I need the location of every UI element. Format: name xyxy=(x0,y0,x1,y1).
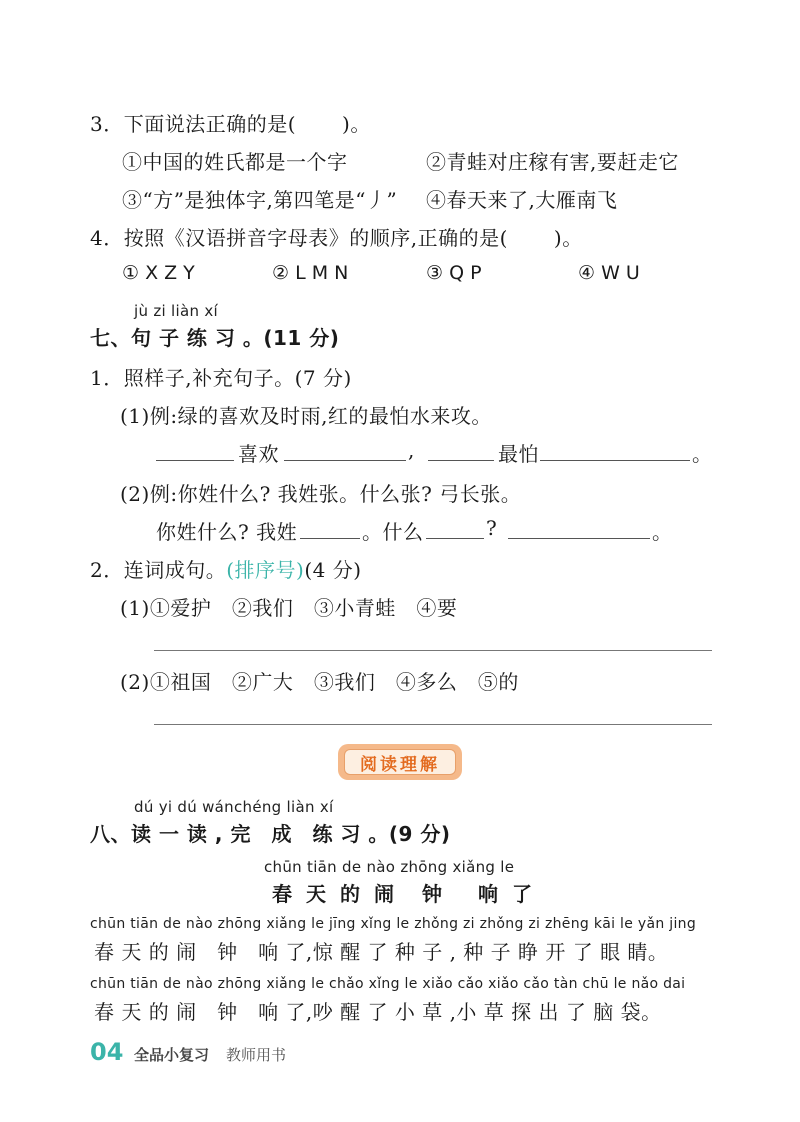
sec7-q2-score: (4 分) xyxy=(304,558,362,582)
sec7-title: 七、句 子 练 习 。(11 分) xyxy=(90,326,340,350)
fill2-text-c: ? xyxy=(486,516,498,540)
sec7-pinyin: jù zi liàn xí xyxy=(134,302,218,320)
poem-title-char: 响 xyxy=(478,882,499,906)
fill2-text-d: 。 xyxy=(652,520,673,544)
sec7-q2-hint: (排序号) xyxy=(226,558,305,582)
fill2-blank-a[interactable] xyxy=(300,538,360,539)
poem-title-char: 的 xyxy=(340,882,361,906)
fill1-blank-c[interactable] xyxy=(428,460,494,461)
fill2-blank-b[interactable] xyxy=(426,538,484,539)
q4-option-2: ② L M N xyxy=(272,262,349,284)
fill1-blank-d[interactable] xyxy=(540,460,690,461)
poem-title-pinyin: chūn tiān de nào zhōng xiǎng le xyxy=(264,858,515,876)
sec7-q1: 1．照样子,补充句子。(7 分) xyxy=(90,366,352,390)
fill1-text-d: 。 xyxy=(692,442,713,466)
page-number: 04 xyxy=(90,1038,124,1066)
poem-title xyxy=(272,878,536,907)
fill1-text-b: , xyxy=(408,438,415,462)
q4-stem-text: 4．按照《汉语拼音字母表》的顺序,正确的是( xyxy=(90,226,508,250)
poem-title-char: 天 xyxy=(306,882,327,906)
poem-line-1: 春 天 的 闹 钟 响 了,惊 醒 了 种 子 , 种 子 睁 开 了 眼 睛。 xyxy=(94,940,669,964)
series-name: 全品小复习 xyxy=(134,1046,210,1064)
q3-option-4: ④春天来了,大雁南飞 xyxy=(426,188,618,212)
poem-line-1-pinyin: chūn tiān de nào zhōng xiǎng le jīng xǐng le zhǒng zi zhǒng zi zhēng kāi le yǎn jing xyxy=(90,916,697,932)
reading-banner-inner xyxy=(344,749,456,775)
q4-stem-end: )。 xyxy=(553,226,583,250)
sec7-q2 xyxy=(90,554,362,583)
sec8-title: 八、读 一 读 , 完 成 练 习 。(9 分) xyxy=(90,822,451,846)
edition-label: 教师用书 xyxy=(226,1046,287,1064)
sec7-example-1: (1)例:绿的喜欢及时雨,红的最怕水来攻。 xyxy=(120,404,492,428)
fill1-text-a: 喜欢 xyxy=(238,442,279,466)
poem-title-char: 春 xyxy=(272,882,293,906)
fill1-blank-a[interactable] xyxy=(156,460,234,461)
q3-stem xyxy=(90,108,371,137)
q4-stem xyxy=(90,222,583,251)
poem-line-2-pinyin: chūn tiān de nào zhōng xiǎng le chǎo xǐng le xiǎo cǎo xiǎo cǎo tàn chū le nǎo dai xyxy=(90,976,686,992)
q3-option-3: ③“方”是独体字,第四笔是“丿” xyxy=(122,188,398,212)
sec7-example-2: (2)例:你姓什么? 我姓张。什么张? 弓长张。 xyxy=(120,482,522,506)
q3-option-1: ①中国的姓氏都是一个字 xyxy=(122,150,348,174)
poem-title-char: 了 xyxy=(512,882,533,906)
fill1-text-c: 最怕 xyxy=(498,442,539,466)
q4-option-3: ③ Q P xyxy=(426,262,482,284)
reading-banner-label: 阅读理解 xyxy=(360,754,440,775)
fill2-text-a: 你姓什么? 我姓 xyxy=(156,520,298,544)
q3-option-2: ②青蛙对庄稼有害,要赶走它 xyxy=(426,150,679,174)
q3-stem-end: )。 xyxy=(342,112,371,136)
sec8-pinyin: dú yi dú wánchéng liàn xí xyxy=(134,798,334,816)
reading-banner xyxy=(338,744,462,780)
fill2-text-b: 。什么 xyxy=(362,520,424,544)
answer-line-1[interactable] xyxy=(154,650,712,651)
fill2-blank-c[interactable] xyxy=(508,538,650,539)
fill1-blank-b[interactable] xyxy=(284,460,406,461)
q4-option-4: ④ W U xyxy=(578,262,640,284)
poem-title-char: 钟 xyxy=(422,882,443,906)
poem-title-char: 闹 xyxy=(374,882,395,906)
sec7-q2-item-1: (1)①爱护 ②我们 ③小青蛙 ④要 xyxy=(120,596,458,620)
q3-stem-text: 3．下面说法正确的是( xyxy=(90,112,297,136)
q4-option-1: ① X Z Y xyxy=(122,262,195,284)
sec7-q2-item-2: (2)①祖国 ②广大 ③我们 ④多么 ⑤的 xyxy=(120,670,519,694)
sec7-q2-text: 2．连词成句。 xyxy=(90,558,227,582)
poem-line-2: 春 天 的 闹 钟 响 了,吵 醒 了 小 草 ,小 草 探 出 了 脑 袋。 xyxy=(94,1000,662,1024)
answer-line-2[interactable] xyxy=(154,724,712,725)
